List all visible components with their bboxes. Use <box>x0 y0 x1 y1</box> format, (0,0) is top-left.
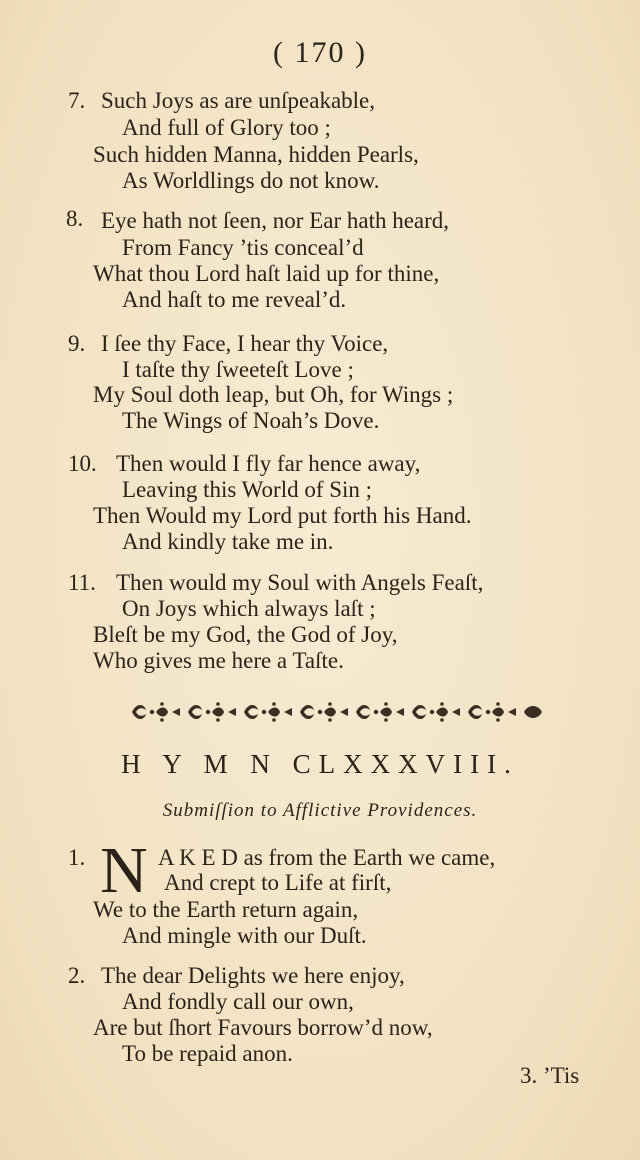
stanza-9-line-4: The Wings of Noah’s Dove. <box>122 408 380 433</box>
hymn-stanza-1-line-1: A K E D as from the Earth we came, <box>158 845 496 870</box>
stanza-11-line-1: Then would my Soul with Angels Feaſt, <box>116 570 484 595</box>
hymn-stanza-1-line-4: And mingle with our Duſt. <box>122 923 367 948</box>
stanza-10-line-2: Leaving this World of Sin ; <box>122 477 373 502</box>
stanza-9-line-2: I taſte thy ſweeteſt Love ; <box>122 357 354 382</box>
stanza-11-line-4: Who gives me here a Taſte. <box>93 648 344 673</box>
stanza-9-number: 9. <box>68 331 86 356</box>
page-number: ( 170 ) <box>273 36 367 69</box>
hymn-stanza-2-line-4: To be repaid anon. <box>122 1041 293 1066</box>
stanza-7-number: 7. <box>68 88 86 113</box>
stanza-10-line-4: And kindly take me in. <box>122 529 334 554</box>
stanza-8-line-2: From Fancy ’tis conceal’d <box>122 235 364 260</box>
stanza-10-line-3: Then Would my Lord put forth his Hand. <box>93 503 472 528</box>
stanza-7-line-1: Such Joys as are unſpeakable, <box>101 88 376 113</box>
fleuron-ornament <box>128 697 548 727</box>
stanza-11-line-2: On Joys which always laſt ; <box>122 596 376 621</box>
stanza-7-line-2: And full of Glory too ; <box>122 115 331 140</box>
stanza-10-number: 10. <box>68 451 97 476</box>
stanza-7-line-4: As Worldlings do not know. <box>122 168 380 193</box>
stanza-8-number: 8. <box>66 206 84 231</box>
hymn-stanza-2-line-1: The dear Delights we here enjoy, <box>101 963 405 988</box>
drop-cap: N <box>100 834 148 907</box>
stanza-7-line-3: Such hidden Manna, hidden Pearls, <box>93 142 419 167</box>
stanza-9-line-3: My Soul doth leap, but Oh, for Wings ; <box>93 382 454 407</box>
stanza-10-line-1: Then would I fly far hence away, <box>116 451 421 476</box>
catchword: 3. ’Tis <box>520 1063 580 1088</box>
hymn-stanza-2-line-3: Are but ſhort Favours borrow’d now, <box>93 1015 433 1040</box>
stanza-8-line-1: Eye hath not ſeen, nor Ear hath heard, <box>101 208 450 233</box>
stanza-8-line-3: What thou Lord haſt laid up for thine, <box>93 261 440 286</box>
hymn-title: H Y M N CLXXXVIII. <box>121 749 519 779</box>
hymn-subtitle: Submiſſion to Afflictive Providences. <box>162 800 478 821</box>
hymn-stanza-2-line-2: And fondly call our own, <box>122 989 354 1014</box>
stanza-11-number: 11. <box>68 570 96 595</box>
stanza-11-line-3: Bleſt be my God, the God of Joy, <box>93 622 398 647</box>
stanza-8-line-4: And haſt to me reveal’d. <box>122 287 347 312</box>
hymn-stanza-1-line-3: We to the Earth return again, <box>93 897 359 922</box>
hymn-stanza-1-number: 1. <box>68 845 86 870</box>
hymn-stanza-1-line-2: And crept to Life at firſt, <box>164 870 392 895</box>
hymn-stanza-2-number: 2. <box>68 963 86 988</box>
stanza-9-line-1: I ſee thy Face, I hear thy Voice, <box>101 331 389 356</box>
